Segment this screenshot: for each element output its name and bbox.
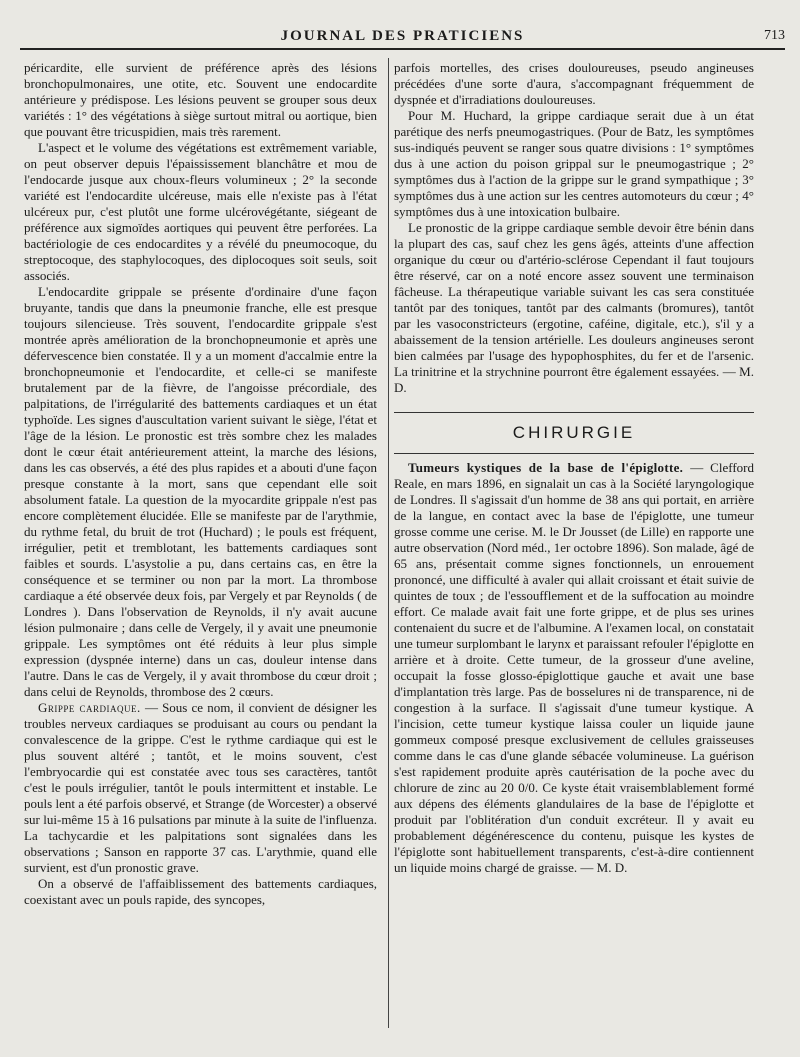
left-paragraph-3: L'endocardite grippale se présente d'ordinaire d'une façon bruyante, tandis que dans la pneumonie franche, elle est presque toujours silencieuse. Très souvent, l'endocardite grippale s'est montrée après amélioration de la bronchopneumonie et après une défervescence bien constatée. Il y a un moment d'accalmie entre la bronchopneumonie et l'endocardite, et celle-ci se manifeste brutalement par de la fièvre, de l'angoisse précordiale, des palpitations, de l'irrégularité des battements cardiaques et un état typhoïde. Les signes d'auscultation varient suivant le siège, l'état et l'âge de la lésion. Le pronostic est très sombre chez les malades dont le cœur était antérieurement atteint, la marche des lésions, dans les cas observés, a été des plus rapides et a abouti d'une façon presque constante à la mort, sans que cependant elle soit absolument fatale. La question de la myocardite grippale n'est pas encore complètement élucidée. Elle se manifeste par de l'arythmie, du rythme fetal, du bruit de trot (Huchard) ; le pouls est fréquent, irrégulier, petit et tremblotant, les battements cardiaques sont faibles et sourds. L'asystolie a pu, dans certains cas, en être la conséquence et se terminer ou non par la mort. La thrombose cardiaque a été observée deux fois, par Vergely et par Reynolds ( de Londres ). Dans l'observation de Reynolds, il n'y avait aucune lésion pulmonaire ; dans celle de Vergely, il y avait une pneumonie grippale. Les symptômes ont été réduits à leur plus simple expression (dyspnée interne) dans un cas, douleur intense dans l'autre. Dans le cas de Vergely, il y avait thrombose du cœur droit ; dans celui de Reynolds, thrombose des 2 cœurs. [24,284,377,699]
header-rule [20,48,785,50]
article-paragraph [394,460,754,876]
page-header [20,26,785,50]
right-paragraph-1: parfois mortelles, des crises douloureuses, pseudo angineuses précédées d'une sorte d'aura, s'accompagnant fréquemment de dyspnée et d'irradiations douloureuses. [394,60,754,107]
section-title: CHIRURGIE [394,412,754,454]
left-paragraph-4 [24,700,377,876]
page-number: 713 [764,28,785,43]
left-paragraph-5: On a observé de l'affaiblissement des battements cardiaques, coexistant avec un pouls rapide, des syncopes, [24,876,377,907]
left-column [24,60,377,908]
article-title: Tumeurs kystiques de la base de l'épiglotte. [408,460,684,475]
subsection-body: — Sous ce nom, il convient de désigner les troubles nerveux cardiaques se produisant au cours ou pendant la convalescence de la grippe. C'est le rythme cardiaque qui est le plus souvent altéré ; tantôt, et le moins souvent, c'est l'embryocardie qui est constatée avec tous ses caractères, tantôt c'est le pouls irrégulier, tantôt le pouls intermittent et instable. Le pouls lent a été parfois observé, et Strange (de Worcester) a observé sur lui-même 15 à 16 pulsations par minute à la suite de l'influenza. La tachycardie et les palpitations sont signalées dans les observations ; Sanson en rapporte 37 cas. L'arythmie, quand elle survient, est d'un pronostic grave. [24,700,377,875]
right-column [394,60,754,876]
running-title: JOURNAL DES PRATICIENS [280,28,525,44]
subsection-lead: Grippe cardiaque. [38,700,141,715]
left-paragraph-2: L'aspect et le volume des végétations est extrêmement variable, on peut observer depuis l'épaississement blanchâtre et mou de l'endocarde jusque aux choux-fleurs volumineux ; 2° la seconde variété est l'endocardite ulcéreuse, mais elle n'existe pas à l'état ulcéreux pur, c'est plutôt une forme ulcérovégétante, siégeant de préférence aux sigmoïdes aortiques qui peuvent être perforées. La bactériologie de ces endocardites y a révélé du pneumocoque, du streptocoque, des staphylocoques, des diplocoques soit seuls, soit associés. [24,140,377,283]
right-paragraph-3: Le pronostic de la grippe cardiaque semble devoir être bénin dans la plupart des cas, sauf chez les gens âgés, atteints d'une affection organique du cœur ou d'artério-sclérose Cependant il faut toujours être réservé, car on a noté encore assez souvent une terminaison fâcheuse. La thérapeutique variable suivant les cas sera constituée tantôt par des toniques, tantôt par des calmants (bromures), tantôt par les vasoconstricteurs (ergotine, caféine, digitale, etc.), s'il y a abaissement de la tension artérielle. Les douleurs angineuses seront bien calmées par l'usage des hypophosphites, du fer et de l'arsenic. La trinitrine et la strychnine pourront être également essayées. — M. D. [394,220,754,395]
article-body: — Clefford Reale, en mars 1896, en signalait un cas à la Société laryngologique de Londres. Il s'agissait d'un homme de 38 ans qui portait, en arrière de la langue, en contact avec la base de l'épiglotte, une tumeur grosse comme une cerise. M. le Dr Jousset (de Lille) en rapporte une autre observation (Nord méd., 1er octobre 1896). Son malade, âgé de 65 ans, présentait comme signes fonctionnels, un enrouement prononcé, une difficulté à avaler qui allait croissant et était suivie de quintes de toux ; de l'essoufflement et de la suffocation au moindre effort. Ce malade avait fait une forte grippe, et de plus ses urines contenaient du sucre et de l'albumine. A l'examen local, on constatait une tumeur surplombant le larynx et paraissant refouler l'épiglotte en arrière et à droite. Cette tumeur, de la grosseur d'une aveline, occupait la fosse glosso-épiglottique gauche et avait une base d'implantation très large. Pas de bosselures ni de transparence, ni de congestion à la surface. Il s'agissait d'une tumeur kystique. A l'incision, cette tumeur kystique laissa couler un liquide jaune gommeux composé presque exclusivement de cellules graisseuses comme dans le cas d'une glande sébacée volumineuse. La guérison s'est rapidement produite après cautérisation de la poche avec du chlorure de zinc au 20 0/0. Ce kyste était vraisemblablement formé aux dépens des éléments glandulaires de la base de l'épiglotte et produit par l'oblitération d'un conduit excréteur. Il y avait eu probablement dégénérescence du contenu, puisque les kystes de l'épiglotte sont habituellement transparents, c'est-à-dire contiennent un liquide moins chargé de graisse. — M. D. [394,460,754,875]
left-paragraph-1: péricardite, elle survient de préférence après des lésions bronchopulmonaires, une otite, etc. Souvent une endocardite antérieure y prédispose. Les lésions peuvent se grouper sous deux variétés : 1° des végétations à siège surtout mitral ou aortique, bien que pouvant être tricuspidien, mais très rarement. [24,60,377,139]
right-paragraph-2: Pour M. Huchard, la grippe cardiaque serait due à un état parétique des nerfs pneumogastriques. (Pour de Batz, les symptômes sus-indiqués peuvent se ranger sous quatre divisions : 1° symptômes dus à une action du poison grippal sur le pneumogastrique ; 2° symptômes dus à l'action de la grippe sur le grand sympathique ; 3° symptômes dus à une action sur les centres automoteurs du cœur ; 4° symptômes dus à une intoxication bulbaire. [394,108,754,219]
column-divider [388,58,389,1028]
